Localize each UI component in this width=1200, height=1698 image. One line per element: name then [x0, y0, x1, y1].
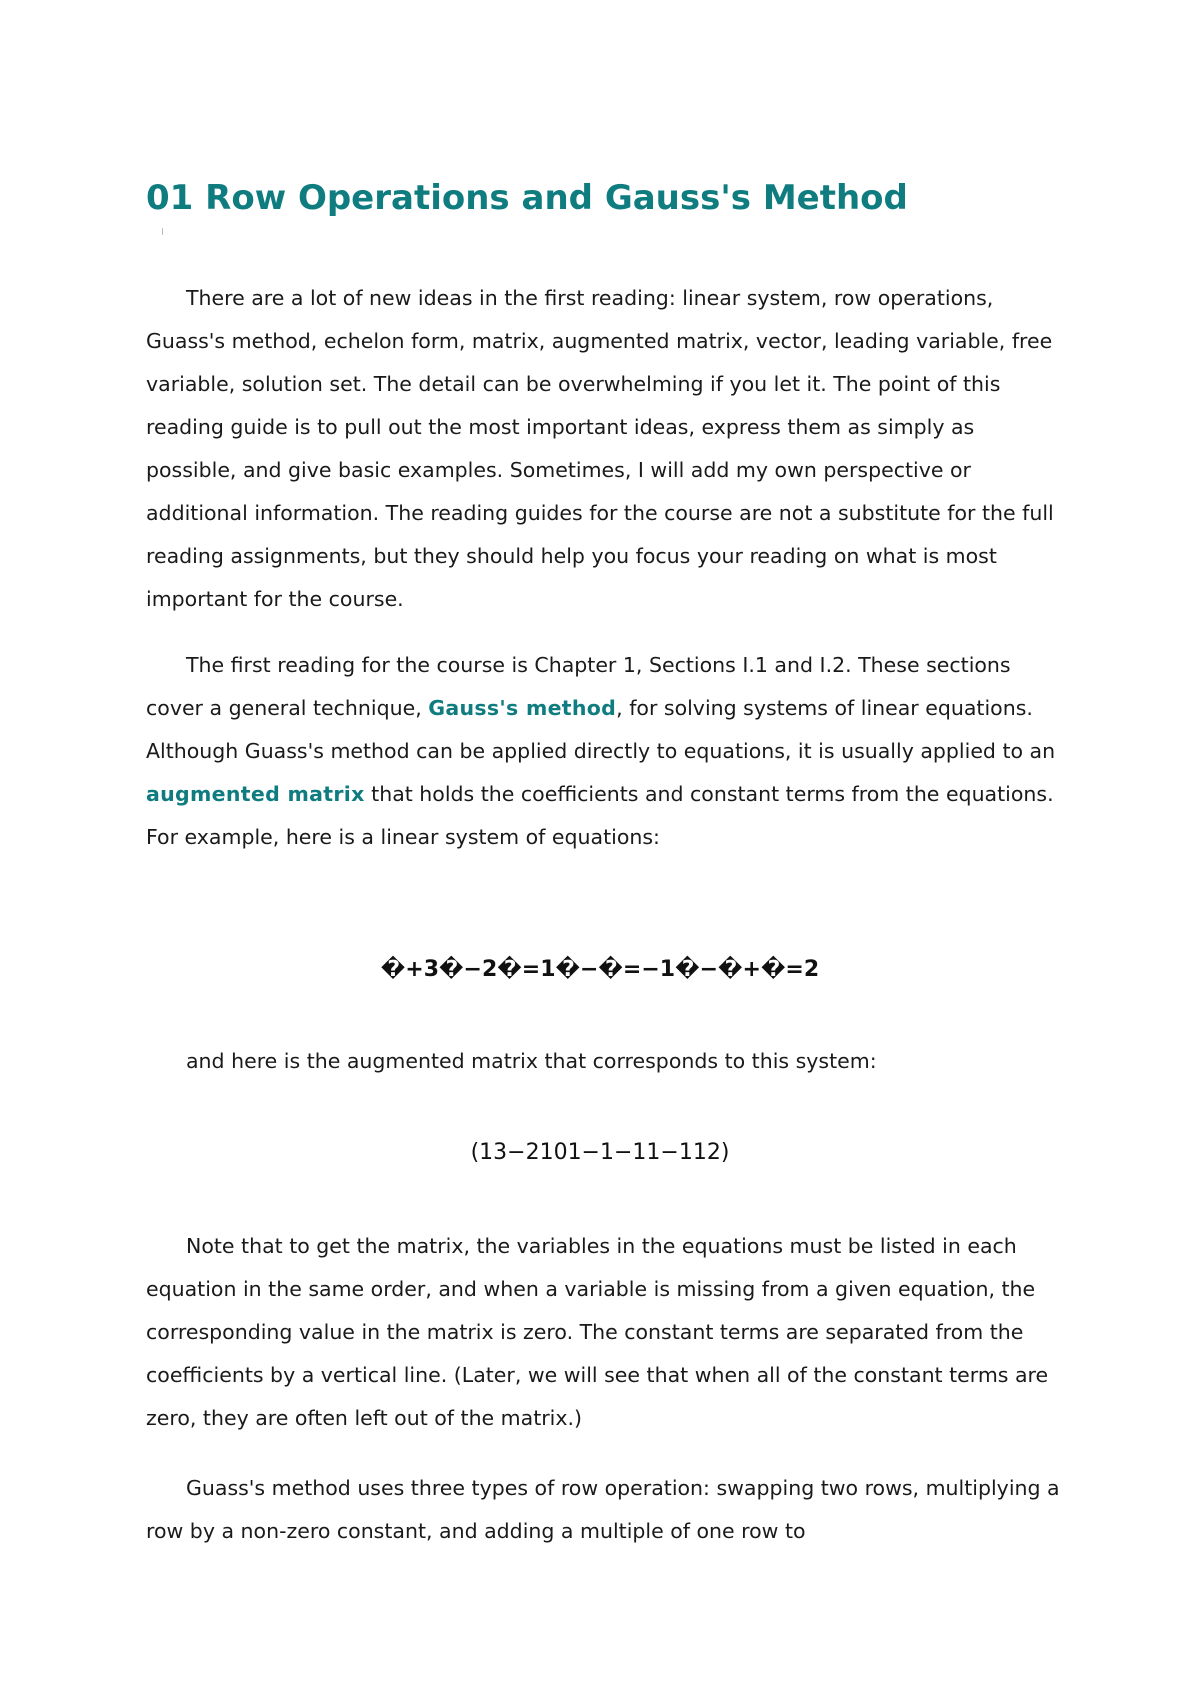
intro-paragraph: There are a lot of new ideas in the first reading: linear system, row operations, Guass's method, echelon form, matrix, augmented matrix, vector, leading variable, free variable, solution set. The detail can be overwhelming if you let it. The point of this reading guide is to pull out the most important ideas, express them as simply as possible, and give basic examples. Sometimes, I will add my own perspective or additional information. The reading guides for the course are not a substitute for the full reading assignments, but they should help you focus your reading on what is most important for the course.	[146, 286, 1054, 611]
row-operations-paragraph: Guass's method uses three types of row operation: swapping two rows, multiplying a row by a non-zero constant, and adding a multiple of one row to	[146, 1476, 1060, 1543]
matrix-intro-paragraph: and here is the augmented matrix that corresponds to this system:	[186, 1049, 877, 1073]
page-title: 01 Row Operations and Gauss's Method	[146, 178, 908, 218]
augmented-matrix-display: (13−2101−1−11−112)	[470, 1140, 730, 1165]
gauss-method-term: Gauss's method	[428, 696, 617, 720]
paragraph-text-segment: , for solving systems of linear equations. Although Guass's method can be applied directly to equations, it is usually applied to an	[146, 696, 1056, 763]
paragraph-text-segment: that holds the coefficients and constant terms from the equations. For example, here is a linear system of equations:	[146, 782, 1054, 849]
gauss-method-paragraph	[146, 644, 1066, 859]
matrix-notes-paragraph: Note that to get the matrix, the variables in the equations must be listed in each equation in the same order, and when a variable is missing from a given equation, the corresponding value in the matrix is zero. The constant terms are separated from the coefficients by a vertical line. (Later, we will see that when all of the constant terms are zero, they are often left out of the matrix.)	[146, 1234, 1049, 1430]
paragraph-text-segment: The first reading for the course is Chapter 1, Sections I.1 and I.2. These sections cover a general technique,	[146, 653, 1011, 720]
decorative-tick-mark	[162, 228, 163, 235]
equation-system: �+3�−2�=1�−�=−1�−�+�=2	[380, 957, 820, 982]
augmented-matrix-term: augmented matrix	[146, 782, 365, 806]
